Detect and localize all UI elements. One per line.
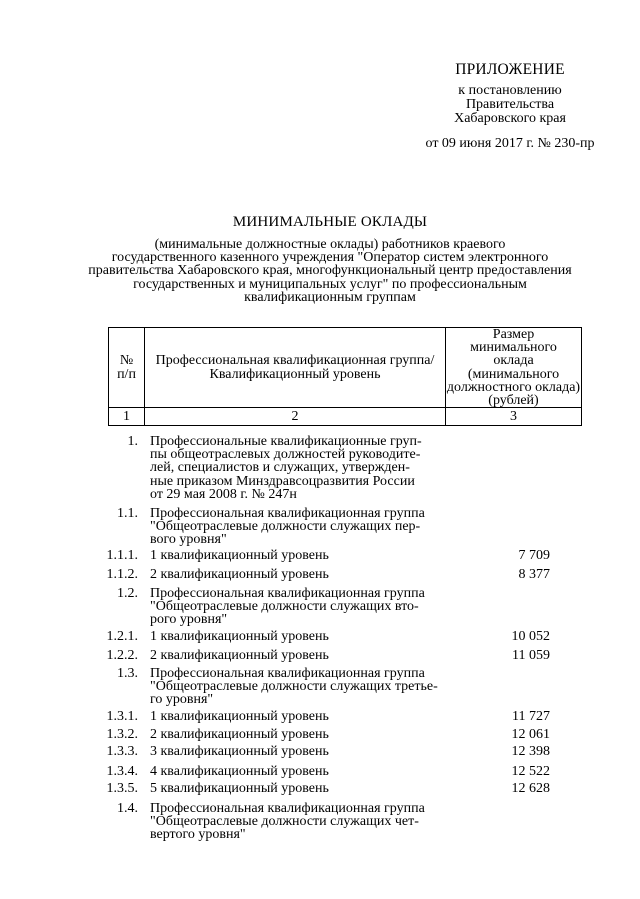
annex-line: Хабаровского края [454,110,566,126]
row-text [150,649,450,662]
row-text-line: 2 квалификационный уровень [150,567,329,582]
heading-line: правительства Хабаровского края, многофункциональный центр предоставления [88,263,572,279]
row-text-line: "Общеотраслевые должности служащих третье- [150,679,438,695]
row-text-line: "Общеотраслевые должности служащих пер- [150,519,421,535]
row-text-line: 2 квалификационный уровень [150,648,329,663]
column-number-row [109,408,582,426]
row-value: 12 628 [511,781,550,796]
annex-block [400,62,620,151]
header-row [109,328,582,408]
row-text-line: 1 квалификационный уровень [150,709,329,724]
row-value: 7 709 [518,548,550,563]
row-text [150,507,450,547]
row-text [150,710,450,723]
header-group-line: Профессиональная квалификационная группа/ [155,353,435,369]
row-number: 1.3. [117,666,138,681]
header-num-line: п/п [117,366,136,382]
row-text [150,435,450,501]
row-number: 1. [127,434,138,449]
header-salary-line: должностного оклада) [446,379,581,395]
row-value: 12 522 [511,764,550,779]
row-text [150,802,450,842]
header-num-line: № [119,353,134,369]
row-text-line: 4 квалификационный уровень [150,764,329,779]
row-text [150,568,450,581]
document-heading [60,215,600,304]
column-number-cell: 1 [109,408,145,426]
row-text [150,587,450,627]
row-number: 1.3.3. [106,744,138,759]
annex-line: Правительства [465,96,555,112]
row-number: 1.4. [117,801,138,816]
row-text-line: вого уровня" [150,532,227,548]
heading-line: квалификационным группам [244,289,416,305]
header-group-line: Квалификационный уровень [209,366,381,382]
row-text-line: "Общеотраслевые должности служащих вто- [150,599,419,615]
row-value: 10 052 [511,629,550,644]
row-text-line: лей, специалистов и служащих, утвержден- [150,460,410,476]
row-text-line: 3 квалификационный уровень [150,744,329,759]
row-text-line: вертого уровня" [150,827,246,843]
annex-title: ПРИЛОЖЕНИЕ [455,61,565,78]
header-salary-line: оклада (минимального [467,353,560,382]
row-text-line: Профессиональная квалификационная группа [150,506,425,521]
header-salary-line: (рублей) [488,393,539,409]
heading-line: государственных и муниципальных услуг" по профессиональным [133,276,527,292]
row-text-line: Профессиональная квалификационная группа [150,801,425,816]
row-number: 1.2. [117,586,138,601]
header-num-cell [109,328,145,408]
column-number-cell: 2 [145,408,446,426]
row-number: 1.2.2. [106,648,138,663]
row-number: 1.3.4. [106,764,138,779]
heading-line: (минимальные должностные оклады) работников краевого [154,237,506,252]
row-number: 1.3.1. [106,709,138,724]
row-text-line: "Общеотраслевые должности служащих чет- [150,814,419,830]
row-text-line: го уровня" [150,692,214,708]
row-text [150,765,450,778]
row-text [150,630,450,643]
row-text [150,549,450,562]
row-text [150,728,450,741]
row-text-line: пы общеотраслевых должностей руководите- [150,447,421,463]
row-number: 1.3.5. [106,781,138,796]
row-number: 1.1.1. [106,548,138,563]
header-group-cell [145,328,446,408]
row-text-line: 1 квалификационный уровень [150,629,329,644]
row-text [150,745,450,758]
row-value: 12 061 [511,727,550,742]
row-text-line: от 29 мая 2008 г. № 247н [150,486,297,502]
header-salary-line: минимального [470,340,557,356]
row-text [150,667,450,707]
row-text [150,782,450,795]
row-value: 8 377 [518,567,550,582]
row-number: 1.2.1. [106,629,138,644]
column-number-cell: 3 [446,408,582,426]
row-text-line: Профессиональная квалификационная группа [150,666,425,681]
header-salary-cell [446,328,582,408]
annex-line: к постановлению [458,82,562,98]
annex-date: от 09 июня 2017 г. № 230-пр [425,135,595,151]
row-value: 11 727 [512,709,550,724]
row-text-line: Профессиональные квалификационные груп- [150,434,422,449]
row-text-line: ные приказом Минздравсоцразвития России [150,473,415,489]
row-text-line: 5 квалификационный уровень [150,781,329,796]
row-text-line: 2 квалификационный уровень [150,727,329,742]
heading-line: государственного казенного учреждения "Оператор систем электронного [111,250,549,266]
row-text-line: 1 квалификационный уровень [150,548,329,563]
header-salary-line: Размер [492,327,535,342]
row-value: 12 398 [511,744,550,759]
row-number: 1.3.2. [106,727,138,742]
document-title: МИНИМАЛЬНЫЕ ОКЛАДЫ [232,214,428,230]
table-header [108,327,582,426]
row-number: 1.1. [117,506,138,521]
row-text-line: Профессиональная квалификационная группа [150,586,425,601]
row-number: 1.1.2. [106,567,138,582]
row-text-line: рого уровня" [150,612,228,628]
row-value: 11 059 [512,648,550,663]
